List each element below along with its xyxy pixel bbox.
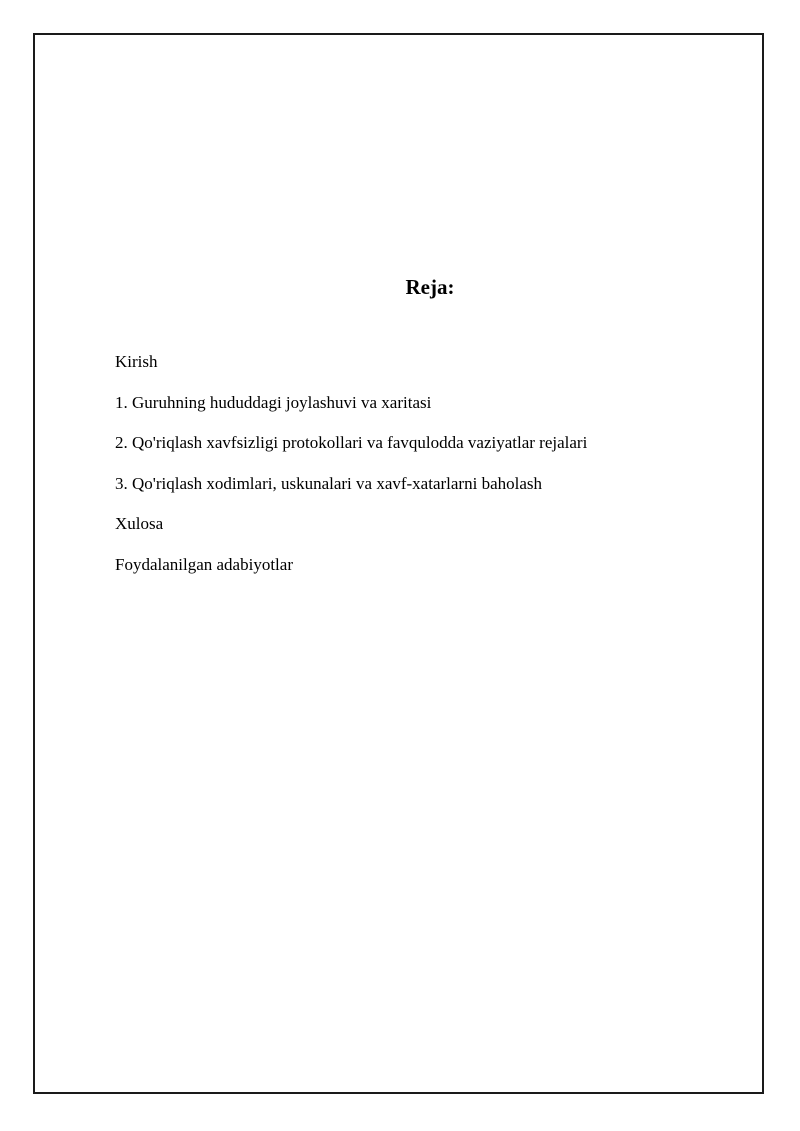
toc-item-conclusion: Xulosa [115,514,164,533]
toc-item-references: Foydalanilgan adabiyotlar [115,554,293,574]
toc-item-section-1: 1. Guruhning hududdagi joylashuvi va xaritasi [115,392,432,412]
toc-item-section-2: 2. Qo'riqlash xavfsizligi protokollari va favqulodda vaziyatlar rejalari [115,433,588,452]
toc-item-introduction: Kirish [115,352,158,371]
toc-item-section-3: 3. Qo'riqlash xodimlari, uskunalari va xavf-xatarlarni baholash [115,473,542,493]
table-of-contents [115,351,587,594]
page-title: Reja: [405,275,455,299]
